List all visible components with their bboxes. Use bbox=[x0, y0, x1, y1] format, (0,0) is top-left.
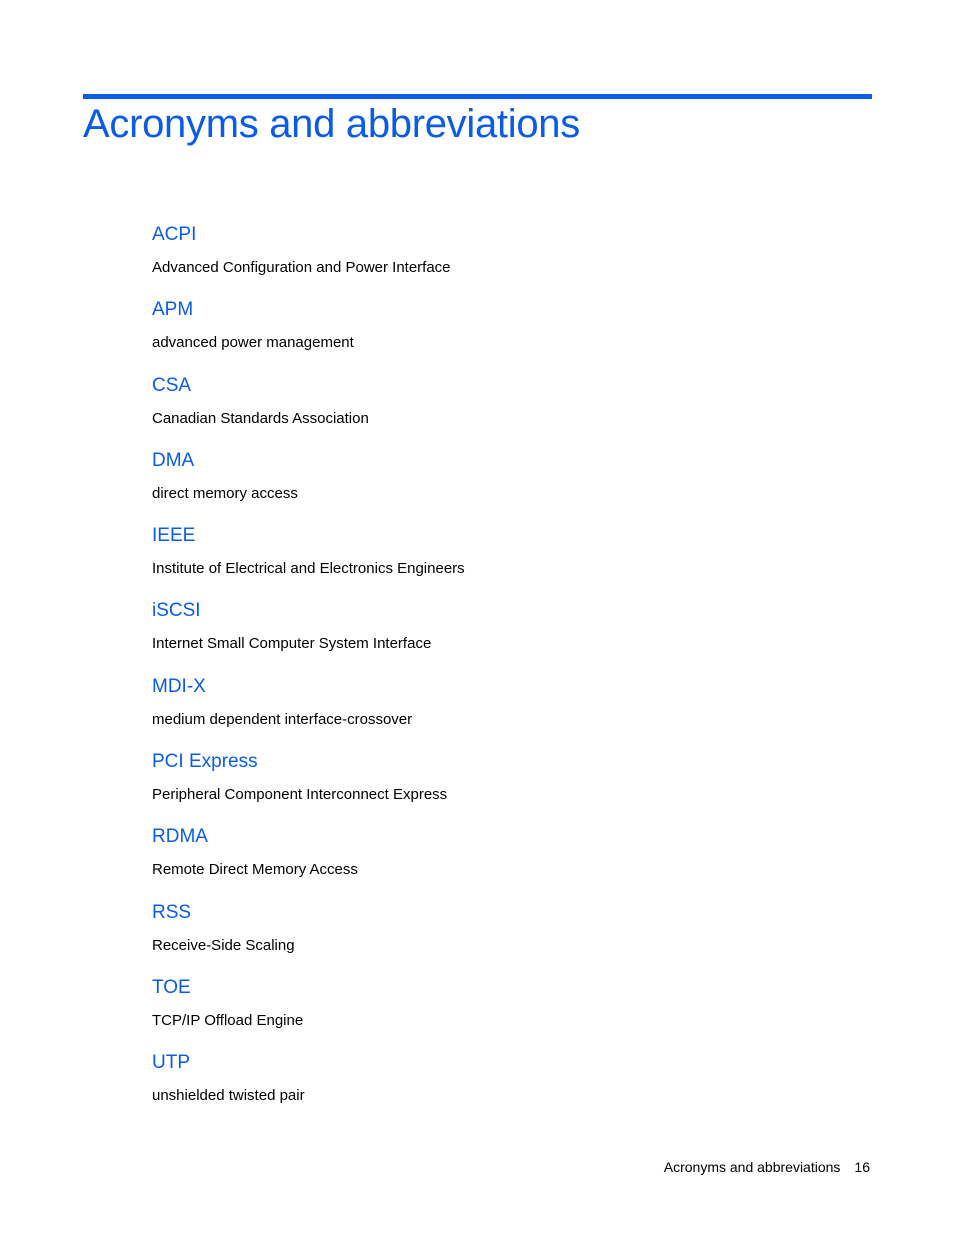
glossary-entry bbox=[152, 902, 852, 977]
glossary-list bbox=[152, 224, 852, 1128]
glossary-entry bbox=[152, 826, 852, 901]
title-rule bbox=[83, 94, 872, 99]
glossary-term[interactable]: MDI-X bbox=[152, 675, 206, 697]
glossary-term[interactable]: DMA bbox=[152, 449, 195, 471]
glossary-entry bbox=[152, 299, 852, 374]
glossary-entry bbox=[152, 224, 852, 299]
glossary-entry bbox=[152, 676, 852, 751]
glossary-definition: Canadian Standards Association bbox=[152, 409, 369, 427]
glossary-entry bbox=[152, 1052, 852, 1127]
page-title: Acronyms and abbreviations bbox=[83, 102, 580, 146]
glossary-definition: direct memory access bbox=[152, 484, 298, 502]
page-footer bbox=[664, 1159, 870, 1175]
footer-page-number: 16 bbox=[854, 1159, 870, 1175]
glossary-definition: medium dependent interface-crossover bbox=[152, 710, 413, 728]
glossary-definition: TCP/IP Offload Engine bbox=[152, 1011, 304, 1029]
glossary-term[interactable]: RSS bbox=[152, 901, 192, 923]
glossary-term[interactable]: RDMA bbox=[152, 826, 208, 848]
glossary-term[interactable]: APM bbox=[152, 299, 194, 321]
glossary-definition: advanced power management bbox=[152, 334, 354, 352]
glossary-term[interactable]: TOE bbox=[152, 976, 191, 998]
glossary-term[interactable]: UTP bbox=[152, 1052, 190, 1074]
glossary-entry bbox=[152, 525, 852, 600]
glossary-definition: Peripheral Component Interconnect Express bbox=[152, 786, 448, 804]
glossary-entry bbox=[152, 751, 852, 826]
glossary-term[interactable]: IEEE bbox=[152, 525, 196, 547]
glossary-term[interactable]: iSCSI bbox=[152, 600, 201, 622]
glossary-definition: Receive-Side Scaling bbox=[152, 936, 295, 954]
glossary-term[interactable]: CSA bbox=[152, 374, 192, 396]
glossary-entry bbox=[152, 450, 852, 525]
glossary-definition: Remote Direct Memory Access bbox=[152, 861, 358, 879]
glossary-term[interactable]: ACPI bbox=[152, 224, 197, 245]
glossary-entry bbox=[152, 600, 852, 675]
glossary-entry bbox=[152, 375, 852, 450]
glossary-term[interactable]: PCI Express bbox=[152, 751, 258, 773]
glossary-definition: Advanced Configuration and Power Interface bbox=[152, 259, 451, 276]
glossary-entry bbox=[152, 977, 852, 1052]
glossary-definition: Institute of Electrical and Electronics Engineers bbox=[152, 560, 465, 578]
glossary-definition: unshielded twisted pair bbox=[152, 1087, 305, 1105]
footer-section-title: Acronyms and abbreviations bbox=[663, 1159, 841, 1175]
glossary-definition: Internet Small Computer System Interface bbox=[152, 635, 432, 653]
